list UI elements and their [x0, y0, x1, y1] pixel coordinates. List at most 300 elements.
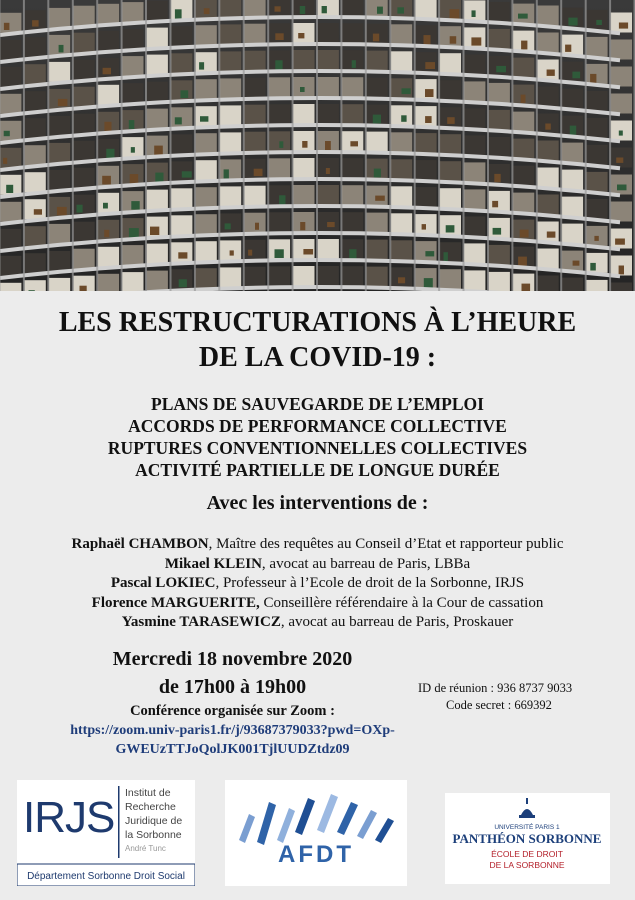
- facade-mullion: [585, 0, 587, 291]
- facade-window: [73, 33, 94, 53]
- facade-window: [464, 243, 485, 263]
- facade-window: [147, 244, 168, 264]
- facade-detail: [80, 286, 87, 291]
- facade-detail: [182, 171, 192, 177]
- facade-detail: [545, 124, 551, 130]
- facade-detail: [103, 203, 108, 209]
- facade-detail: [102, 176, 111, 185]
- facade-window: [391, 240, 412, 260]
- facade-window: [586, 253, 607, 273]
- facade-window: [293, 50, 314, 70]
- facade-detail: [518, 257, 527, 266]
- facade-window: [562, 224, 583, 244]
- facade-window: [244, 51, 265, 71]
- facade-window: [464, 108, 485, 128]
- facade-detail: [450, 9, 460, 19]
- facade-window: [220, 78, 241, 98]
- facade-detail: [425, 89, 434, 97]
- facade-window: [464, 135, 485, 155]
- facade-window: [171, 188, 192, 208]
- facade-window: [513, 166, 534, 186]
- facade-window: [489, 29, 510, 49]
- meeting-secret-code: Code secret : 669392: [446, 698, 552, 712]
- facade-window: [537, 249, 558, 269]
- facade-window: [171, 53, 192, 73]
- facade-mullion: [47, 0, 49, 291]
- facade-detail: [3, 158, 7, 164]
- facade-window: [73, 6, 94, 26]
- facade-detail: [573, 261, 580, 266]
- facade-detail: [104, 122, 111, 132]
- facade-detail: [401, 115, 406, 122]
- zoom-link[interactable]: [30, 721, 435, 759]
- facade-mullion: [292, 0, 294, 291]
- facade-window: [293, 266, 314, 286]
- facade-window: [49, 143, 70, 163]
- facade-window: [537, 195, 558, 215]
- facade-window: [415, 133, 436, 153]
- speaker-item: [0, 555, 635, 575]
- facade-window: [440, 242, 461, 262]
- zoom-link-line-1[interactable]: https://zoom.univ-paris1.fr/j/93687379033?pwd=OXp-: [70, 723, 395, 738]
- facade-detail: [106, 149, 114, 159]
- facade-detail: [175, 9, 182, 19]
- event-date: Mercredi 18 novembre 2020: [112, 648, 353, 670]
- facade-detail: [398, 277, 405, 283]
- topic-item: PLANS DE SAUVEGARDE DE L’EMPLOI: [151, 394, 484, 414]
- facade-detail: [325, 141, 331, 150]
- facade-detail: [204, 8, 210, 14]
- speaker-item: [0, 574, 635, 594]
- facade-detail: [494, 174, 500, 182]
- facade-window: [269, 158, 290, 178]
- facade-window: [269, 104, 290, 124]
- speaker-name: Mikael KLEIN: [164, 555, 262, 572]
- facade-window: [73, 168, 94, 188]
- facade-detail: [178, 252, 187, 258]
- facade-mullion: [96, 0, 98, 291]
- facade-window: [293, 158, 314, 178]
- facade-detail: [425, 62, 435, 69]
- facade-detail: [374, 169, 381, 178]
- facade-window: [342, 266, 363, 286]
- facade-detail: [279, 195, 285, 204]
- facade-detail: [4, 23, 9, 30]
- facade-window: [342, 104, 363, 124]
- facade-mullion: [121, 0, 123, 291]
- facade-window: [366, 240, 387, 260]
- facade-detail: [565, 45, 571, 52]
- facade-detail: [326, 168, 330, 174]
- facade-window: [220, 51, 241, 71]
- facade-window: [98, 193, 119, 213]
- facade-window: [49, 62, 70, 82]
- irjs-line: Recherche: [125, 801, 176, 813]
- afdt-logo-graphic: [225, 780, 407, 886]
- facade-window: [562, 170, 583, 190]
- topic-item: RUPTURES CONVENTIONNELLES COLLECTIVES: [107, 438, 528, 458]
- facade-window: [244, 105, 265, 125]
- facade-window: [147, 55, 168, 75]
- facade-window: [220, 105, 241, 125]
- facade-detail: [275, 60, 282, 70]
- facade-window: [0, 202, 21, 222]
- facade-window: [562, 143, 583, 163]
- irjs-logo: [17, 780, 195, 886]
- facade-window: [195, 241, 216, 261]
- facade-window: [537, 276, 558, 292]
- facade-mullion: [218, 0, 220, 291]
- irjs-line: André Tunc: [125, 844, 166, 853]
- facade-window: [49, 116, 70, 136]
- facade-window: [98, 85, 119, 105]
- facade-mullion: [145, 0, 147, 291]
- topic-item: ACCORDS DE PERFORMANCE COLLECTIVE: [128, 416, 507, 436]
- facade-window: [391, 159, 412, 179]
- facade-detail: [570, 126, 576, 135]
- facade-mullion: [487, 0, 489, 291]
- facade-window: [122, 272, 143, 291]
- facade-detail: [619, 266, 624, 275]
- facade-window: [342, 212, 363, 232]
- facade-window: [0, 40, 21, 60]
- facade-window: [586, 199, 607, 219]
- facade-window: [171, 242, 192, 262]
- facade-window: [562, 278, 583, 291]
- facade-detail: [224, 169, 229, 178]
- facade-detail: [375, 196, 385, 201]
- facade-mullion: [194, 0, 196, 291]
- facade-detail: [130, 174, 139, 184]
- facade-window: [366, 78, 387, 98]
- facade-window: [464, 270, 485, 290]
- facade-window: [537, 33, 558, 53]
- speaker-role: , avocat au barreau de Paris, LBBa: [261, 555, 471, 572]
- facade-window: [586, 280, 607, 291]
- facade-window: [122, 245, 143, 265]
- facade-detail: [425, 116, 432, 123]
- speaker-name: Florence MARGUERITE,: [91, 594, 260, 611]
- facade-mullion: [243, 0, 245, 291]
- topics-list: [0, 393, 635, 481]
- facade-window: [49, 251, 70, 271]
- facade-window: [537, 6, 558, 26]
- facade-detail: [248, 250, 252, 256]
- facade-mullion: [316, 0, 318, 291]
- speaker-role: , Professeur à l’Ecole de droit de la Sorbonne, IRJS: [215, 575, 525, 591]
- facade-window: [49, 224, 70, 244]
- facade-window: [49, 278, 70, 291]
- facade-window: [513, 112, 534, 132]
- speaker-name: Yasmine TARASEWICZ: [121, 614, 281, 630]
- facade-detail: [424, 278, 433, 288]
- facade-window: [73, 60, 94, 80]
- facade-window: [342, 0, 363, 16]
- facade-window: [220, 132, 241, 152]
- facade-window: [171, 215, 192, 235]
- zoom-link-line-2[interactable]: GWEUzTTJoQolJK001TjlUUDZtdz09: [115, 742, 350, 757]
- facade-detail: [6, 185, 13, 193]
- facade-window: [586, 37, 607, 57]
- facade-window: [73, 114, 94, 134]
- facade-window: [342, 77, 363, 97]
- facade-detail: [255, 223, 259, 230]
- facade-window: [220, 186, 241, 206]
- facade-window: [318, 50, 339, 70]
- facade-window: [73, 141, 94, 161]
- facade-window: [171, 26, 192, 46]
- facade-window: [464, 54, 485, 74]
- facade-mullion: [463, 0, 465, 291]
- facade-detail: [547, 70, 555, 76]
- facade-window: [24, 172, 45, 192]
- facade-mullion: [340, 0, 342, 291]
- speaker-item: [0, 594, 635, 614]
- facade-window: [269, 212, 290, 232]
- facade-detail: [327, 222, 335, 227]
- interventions-heading: Avec les interventions de :: [206, 492, 429, 514]
- facade-detail: [103, 68, 111, 75]
- facade-detail: [275, 6, 281, 11]
- facade-detail: [352, 60, 356, 68]
- pantheon-name: PANTHÉON SORBONNE: [452, 831, 602, 846]
- facade-detail: [547, 232, 556, 238]
- speaker-role: Conseillère référendaire à la Cour de cassation: [259, 594, 544, 611]
- facade-window: [366, 132, 387, 152]
- facade-window: [586, 64, 607, 84]
- facade-window: [537, 87, 558, 107]
- facade-detail: [302, 141, 307, 148]
- irjs-department: Département Sorbonne Droit Social: [27, 871, 185, 882]
- facade-detail: [422, 224, 426, 230]
- facade-window: [195, 52, 216, 72]
- facade-detail: [155, 173, 163, 183]
- facade-mullion: [389, 0, 391, 291]
- facade-window: [537, 141, 558, 161]
- facade-detail: [450, 36, 457, 44]
- facade-window: [318, 239, 339, 259]
- facade-window: [0, 283, 21, 291]
- facade-window: [537, 168, 558, 188]
- facade-detail: [590, 263, 596, 271]
- facade-mullion: [609, 0, 611, 291]
- facade-window: [73, 87, 94, 107]
- facade-detail: [521, 95, 526, 103]
- facade-mullion: [0, 0, 1, 291]
- building-photo: [0, 0, 635, 291]
- facade-window: [122, 83, 143, 103]
- facade-window: [220, 0, 241, 17]
- facade-detail: [425, 251, 434, 256]
- facade-detail: [596, 20, 602, 25]
- facade-window: [391, 213, 412, 233]
- facade-window: [49, 170, 70, 190]
- facade-window: [366, 267, 387, 287]
- facade-detail: [58, 99, 68, 106]
- facade-window: [391, 51, 412, 71]
- facade-detail: [447, 117, 455, 124]
- facade-detail: [444, 252, 448, 261]
- facade-detail: [373, 34, 379, 42]
- facade-mullion: [365, 0, 367, 291]
- facade-window: [440, 53, 461, 73]
- facade-detail: [77, 205, 83, 213]
- facade-detail: [175, 117, 182, 124]
- facade-window: [195, 268, 216, 288]
- facade-detail: [493, 228, 502, 235]
- facade-window: [24, 280, 45, 291]
- facade-window: [244, 132, 265, 152]
- facade-detail: [131, 147, 135, 153]
- facade-mullion: [536, 0, 538, 291]
- facade-window: [0, 13, 21, 33]
- facade-window: [195, 160, 216, 180]
- facade-window: [611, 283, 632, 292]
- facade-window: [220, 267, 241, 287]
- speaker-item: [0, 613, 635, 633]
- facade-window: [391, 132, 412, 152]
- facade-window: [415, 187, 436, 207]
- facade-window: [147, 109, 168, 129]
- facade-window: [611, 202, 632, 222]
- facade-window: [562, 251, 583, 271]
- event-time: de 17h00 à 19h00: [158, 676, 307, 698]
- topic-item: ACTIVITÉ PARTIELLE DE LONGUE DURÉE: [135, 460, 500, 480]
- speaker-name: Raphaël CHAMBON: [71, 536, 209, 552]
- facade-detail: [616, 158, 623, 163]
- facade-window: [24, 91, 45, 111]
- facade-window: [98, 274, 119, 291]
- facade-window: [98, 4, 119, 24]
- facade-mullion: [23, 0, 25, 291]
- facade-detail: [322, 6, 327, 13]
- facade-detail: [590, 74, 596, 83]
- facade-mullion: [511, 0, 513, 291]
- facade-mullion: [72, 0, 74, 291]
- afdt-logo: [225, 780, 407, 886]
- afdt-text: AFDT: [278, 841, 354, 868]
- facade-mullion: [560, 0, 562, 291]
- irjs-mark: IRJS: [23, 793, 115, 842]
- facade-window: [195, 79, 216, 99]
- facade-window: [318, 185, 339, 205]
- facade-detail: [300, 222, 305, 230]
- facade-window: [513, 58, 534, 78]
- facade-detail: [373, 115, 381, 124]
- facade-window: [489, 191, 510, 211]
- speaker-name: Pascal LOKIEC: [110, 575, 216, 591]
- facade-window: [195, 25, 216, 45]
- facade-detail: [29, 290, 35, 291]
- irjs-logo-graphic: [17, 780, 195, 886]
- facade-window: [73, 249, 94, 269]
- facade-detail: [225, 223, 231, 229]
- facade-window: [147, 82, 168, 102]
- facade-detail: [619, 23, 628, 29]
- facade-window: [122, 2, 143, 22]
- facade-window: [244, 0, 265, 17]
- facade-detail: [300, 87, 305, 92]
- facade-detail: [300, 6, 305, 14]
- facade-window: [147, 190, 168, 210]
- facade-detail: [615, 239, 625, 245]
- facade-window: [489, 2, 510, 22]
- facade-window: [98, 247, 119, 267]
- pantheon-sorbonne-logo: [445, 793, 610, 884]
- facade-window: [366, 213, 387, 233]
- facade-detail: [572, 72, 580, 79]
- facade-window: [98, 31, 119, 51]
- facade-window: [562, 89, 583, 109]
- facade-detail: [279, 141, 283, 148]
- facade-mullion: [170, 0, 172, 291]
- facade-window: [562, 35, 583, 55]
- facade-window: [147, 28, 168, 48]
- facade-window: [24, 226, 45, 246]
- facade-detail: [617, 185, 627, 191]
- facade-detail: [57, 207, 67, 215]
- facade-window: [24, 37, 45, 57]
- facade-detail: [520, 230, 529, 238]
- facade-window: [122, 29, 143, 49]
- facade-window: [147, 1, 168, 21]
- facade-window: [318, 0, 339, 16]
- facade-detail: [472, 10, 476, 17]
- facade-window: [318, 77, 339, 97]
- facade-window: [220, 159, 241, 179]
- facade-window: [489, 83, 510, 103]
- title-line-2: DE LA COVID-19 :: [198, 342, 437, 373]
- facade-detail: [522, 284, 531, 291]
- irjs-line: Institut de: [125, 787, 171, 799]
- facade-detail: [424, 35, 431, 45]
- facade-detail: [129, 120, 135, 129]
- facade-window: [318, 23, 339, 43]
- facade-detail: [4, 131, 10, 136]
- facade-window: [415, 160, 436, 180]
- facade-window: [0, 67, 21, 87]
- meeting-id: ID de réunion : 936 8737 9033: [418, 681, 573, 695]
- facade-window: [244, 24, 265, 44]
- pantheon-school-2: DE LA SORBONNE: [489, 860, 565, 870]
- facade-detail: [402, 88, 411, 94]
- facade-window: [562, 197, 583, 217]
- facade-detail: [349, 249, 356, 258]
- facade-detail: [350, 141, 358, 146]
- facade-window: [318, 104, 339, 124]
- facade-window: [244, 267, 265, 287]
- facade-detail: [568, 18, 577, 26]
- facade-detail: [181, 90, 189, 98]
- facade-window: [440, 269, 461, 289]
- facade-window: [440, 80, 461, 100]
- facade-window: [391, 186, 412, 206]
- facade-detail: [150, 227, 159, 235]
- facade-window: [440, 161, 461, 181]
- facade-window: [415, 0, 436, 18]
- facade-detail: [471, 37, 481, 45]
- speaker-role: , Maître des requêtes au Conseil d’Etat et rapporteur public: [208, 536, 564, 552]
- facade-window: [24, 145, 45, 165]
- facade-window: [513, 193, 534, 213]
- facade-window: [464, 162, 485, 182]
- facade-detail: [131, 201, 139, 210]
- facade-window: [464, 81, 485, 101]
- facade-detail: [377, 7, 383, 14]
- facade-detail: [129, 228, 139, 238]
- facade-window: [342, 158, 363, 178]
- facade-window: [513, 139, 534, 159]
